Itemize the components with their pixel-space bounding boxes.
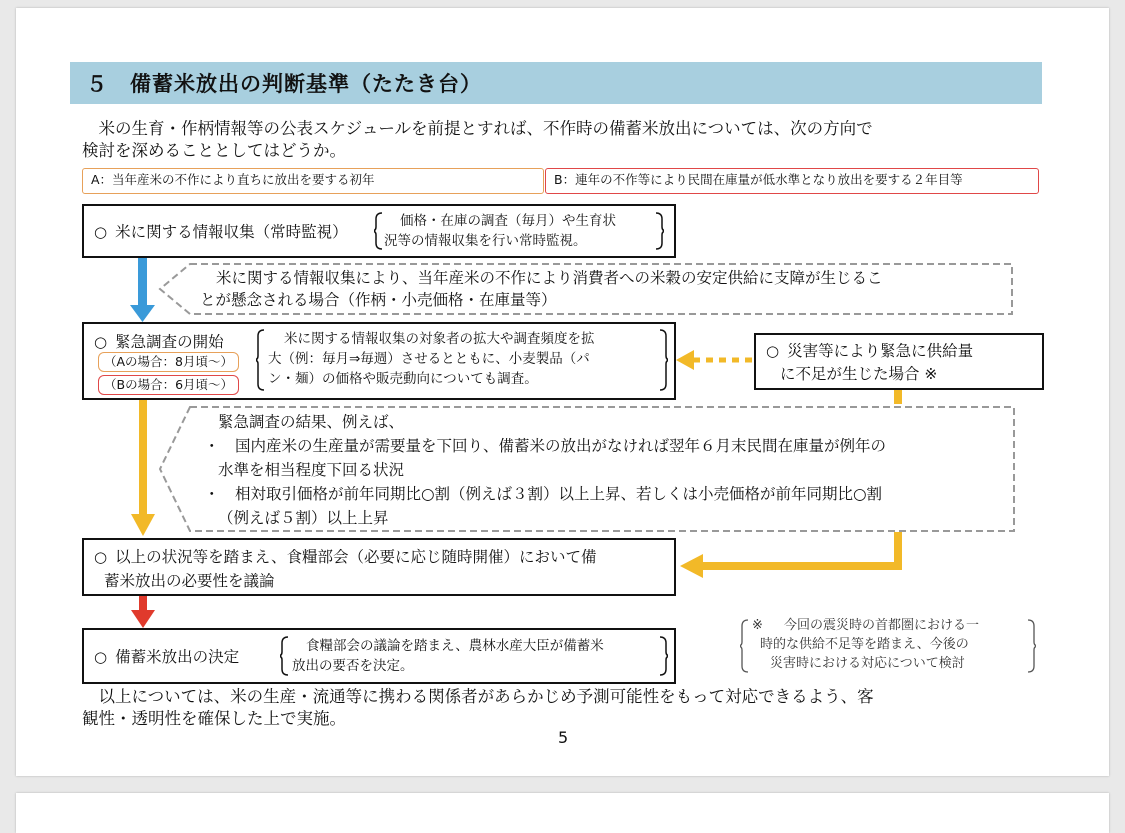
yellow-down-arrow bbox=[131, 400, 155, 536]
monitoring-box bbox=[82, 204, 676, 258]
emergency-detail-line-1: 米に関する情報収集の対象者の拡大や調査頻度を拡 bbox=[284, 331, 595, 347]
decision-detail bbox=[280, 634, 668, 678]
circle-mark: ○ bbox=[94, 333, 108, 351]
emergency-detail bbox=[256, 327, 668, 393]
monitoring-detail-line-2: 況等の情報収集を行い常時監視。 bbox=[384, 233, 587, 249]
conclusion-paragraph bbox=[82, 686, 1042, 730]
circle-mark: ○ bbox=[94, 548, 108, 566]
section-title: ５ 備蓄米放出の判断基準（たたき台） bbox=[86, 72, 482, 96]
discussion-line-2: 蓄米放出の必要性を議論 bbox=[104, 572, 275, 590]
emergency-detail-line-2: 大（例：毎月⇒毎週）させるとともに、小麦製品（パ bbox=[268, 351, 590, 367]
monitoring-detail bbox=[374, 210, 664, 252]
condition2-line-1: 緊急調査の結果、例えば、 bbox=[218, 413, 405, 431]
monitoring-detail-line-1: 価格・在庫の調査（毎月）や生育状 bbox=[400, 213, 616, 229]
condition2-line-4: ・ 相対取引価格が前年同期比○割（例えば３割）以上上昇、若しくは小売価格が前年同期比○割 bbox=[204, 485, 883, 503]
red-down-arrow bbox=[131, 594, 155, 628]
circle-mark: ○ bbox=[94, 648, 108, 666]
footnote-line-2: 時的な供給不足等を踏まえ、今後の bbox=[760, 637, 969, 652]
blue-down-arrow bbox=[130, 258, 155, 322]
decision-detail-line-2: 放出の要否を決定。 bbox=[292, 658, 414, 674]
decision-box bbox=[82, 628, 676, 684]
page-number: 5 bbox=[558, 728, 569, 747]
decision-detail-line-1: 食糧部会の議論を踏まえ、農林水産大臣が備蓄米 bbox=[306, 638, 604, 654]
footnote bbox=[740, 616, 1036, 676]
condition2-callout bbox=[160, 407, 1014, 531]
case-b-box: B：連年の不作等により民間在庫量が低水準となり放出を要する２年目等 bbox=[545, 168, 1039, 194]
footnote-line-3: 災害時における対応について検討 bbox=[770, 656, 965, 671]
emergency-survey-box bbox=[82, 322, 676, 400]
footnote-line-1: 今回の震災時の首都圏における一 bbox=[784, 618, 980, 633]
condition2-line-2: ・ 国内産米の生産量が需要量を下回り、備蓄米の放出がなければ翌年６月末民間在庫量が例年の bbox=[204, 437, 887, 455]
condition1-line-1: 米に関する情報収集により、当年産米の不作により消費者への米穀の安定供給に支障が生じるこ bbox=[216, 269, 883, 287]
discussion-line-1: 以上の状況等を踏まえ、食糧部会（必要に応じ随時開催）において備 bbox=[115, 548, 597, 566]
condition1-line-2: とが懸念される場合（作柄・小売価格・在庫量等） bbox=[200, 291, 557, 309]
footnote-mark: ※ bbox=[752, 618, 763, 633]
circle-mark: ○ bbox=[766, 342, 780, 360]
disaster-box bbox=[754, 333, 1044, 390]
condition1-callout bbox=[160, 264, 1014, 314]
discussion-box bbox=[82, 538, 676, 596]
tag-case-a: （Aの場合：8月頃～） bbox=[98, 352, 239, 372]
disaster-line-2: に不足が生じた場合 ※ bbox=[780, 365, 938, 383]
condition2-line-3: 水準を相当程度下回る状況 bbox=[218, 461, 405, 479]
dotted-yellow-arrow bbox=[676, 350, 752, 370]
condition2-line-5: （例えば５割）以上上昇 bbox=[218, 509, 389, 527]
emergency-label: 緊急調査の開始 bbox=[115, 333, 224, 351]
decision-label: 備蓄米放出の決定 bbox=[115, 648, 240, 666]
conclusion-line-2: 観性・透明性を確保した上で実施。 bbox=[82, 709, 346, 728]
case-a-box: A：当年産米の不作により直ちに放出を要する初年 bbox=[82, 168, 544, 194]
circle-mark: ○ bbox=[94, 223, 108, 241]
emergency-detail-line-3: ン・麺）の価格や販売動向についても調査。 bbox=[268, 371, 538, 387]
tag-case-b: （Bの場合：6月頃～） bbox=[98, 375, 239, 395]
intro-line-2: 検討を深めることとしてはどうか。 bbox=[82, 141, 346, 160]
intro-line-1: 米の生育・作柄情報等の公表スケジュールを前提とすれば、不作時の備蓄米放出については、次の方向で bbox=[82, 119, 873, 138]
conclusion-line-1: 以上については、米の生産・流通等に携わる関係者があらかじめ予測可能性をもって対応できるよう、客 bbox=[82, 687, 874, 706]
disaster-line-1: 災害等により緊急に供給量 bbox=[787, 342, 974, 360]
monitoring-label: 米に関する情報収集（常時監視） bbox=[115, 223, 348, 241]
